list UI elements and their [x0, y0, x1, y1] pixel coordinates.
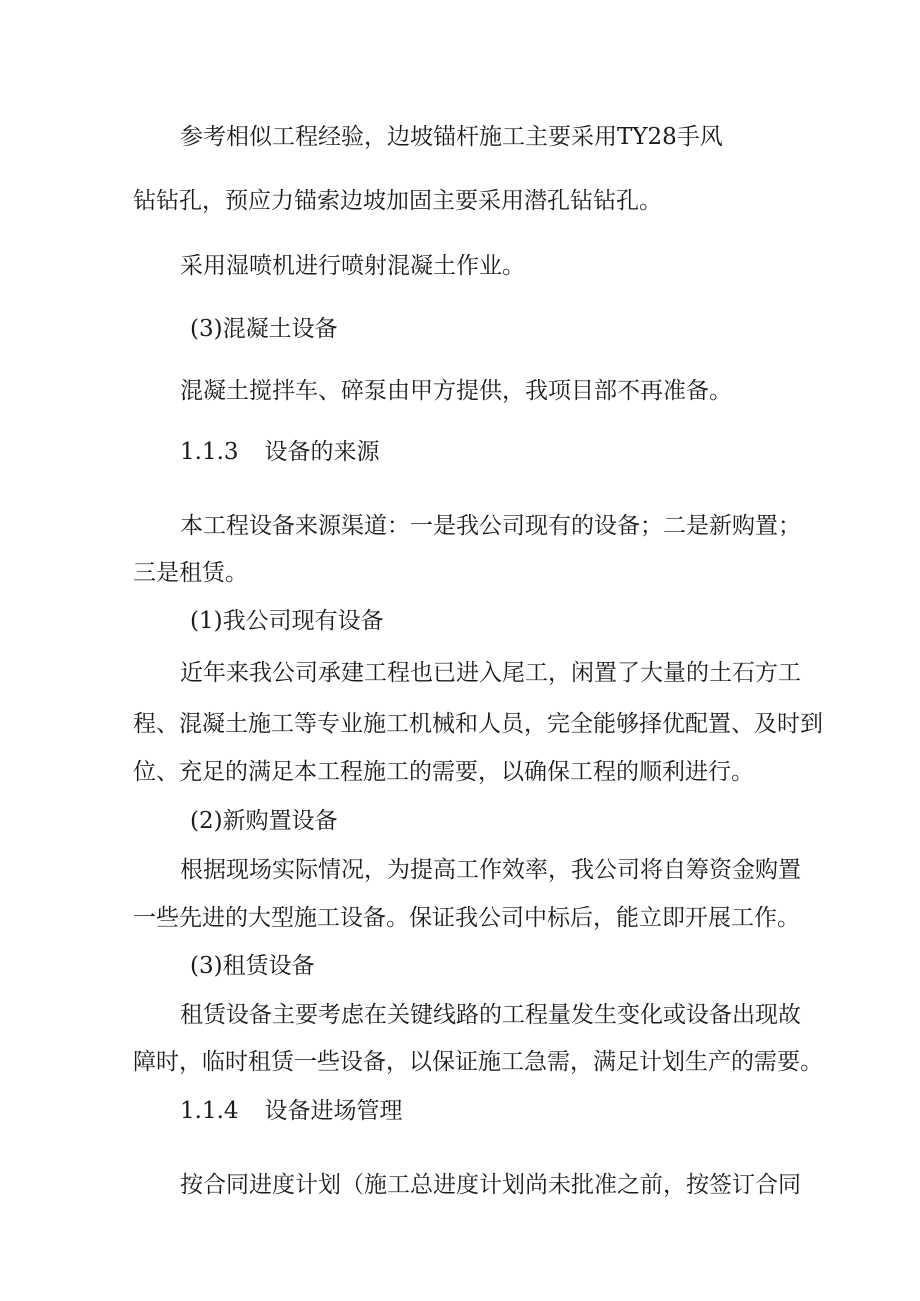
- list-item-leased-equipment: (3)租赁设备: [190, 953, 315, 979]
- paragraph-7-line-1: 租赁设备主要考虑在关键线路的工程量发生变化或设备出现故: [180, 1002, 801, 1028]
- paragraph-3: 混凝土搅拌车、碎泵由甲方提供，我项目部不再准备。: [180, 378, 732, 404]
- section-title: 设备进场管理: [264, 1098, 403, 1124]
- section-heading-1-1-3: [180, 437, 380, 467]
- paragraph-1-line-1: 参考相似工程经验，边坡锚杆施工主要采用TY28手风: [180, 124, 723, 150]
- list-item-concrete-equipment: (3)混凝土设备: [190, 316, 338, 342]
- paragraph-7-line-2: 障时，临时租赁一些设备，以保证施工急需，满足计划生产的需要。: [133, 1049, 823, 1075]
- section-heading-1-1-4: [180, 1096, 403, 1126]
- section-title: 设备的来源: [264, 439, 380, 465]
- list-item-existing-equipment: (1)我公司现有设备: [190, 608, 384, 634]
- paragraph-5-line-3: 位、充足的满足本工程施工的需要，以确保工程的顺利进行。: [133, 759, 754, 785]
- paragraph-5-line-2: 程、混凝土施工等专业施工机械和人员，完全能够择优配置、及时到: [133, 711, 823, 737]
- section-number: 1.1.4: [180, 1098, 239, 1124]
- paragraph-5-line-1: 近年来我公司承建工程也已进入尾工，闲置了大量的土石方工: [180, 660, 801, 686]
- list-item-new-equipment: (2)新购置设备: [190, 808, 338, 834]
- paragraph-6-line-1: 根据现场实际情况，为提高工作效率，我公司将自筹资金购置: [180, 857, 801, 883]
- paragraph-6-line-2: 一些先进的大型施工设备。保证我公司中标后，能立即开展工作。: [133, 905, 800, 931]
- section-number: 1.1.3: [180, 439, 239, 465]
- paragraph-1-line-2: 钻钻孔，预应力锚索边坡加固主要采用潜孔钻钻孔。: [133, 188, 662, 214]
- paragraph-4-line-1: 本工程设备来源渠道：一是我公司现有的设备；二是新购置；: [180, 513, 801, 539]
- paragraph-8: 按合同进度计划（施工总进度计划尚未批准之前，按签订合同: [180, 1172, 801, 1198]
- paragraph-2: 采用湿喷机进行喷射混凝土作业。: [180, 253, 525, 279]
- paragraph-4-line-2: 三是租赁。: [133, 560, 248, 586]
